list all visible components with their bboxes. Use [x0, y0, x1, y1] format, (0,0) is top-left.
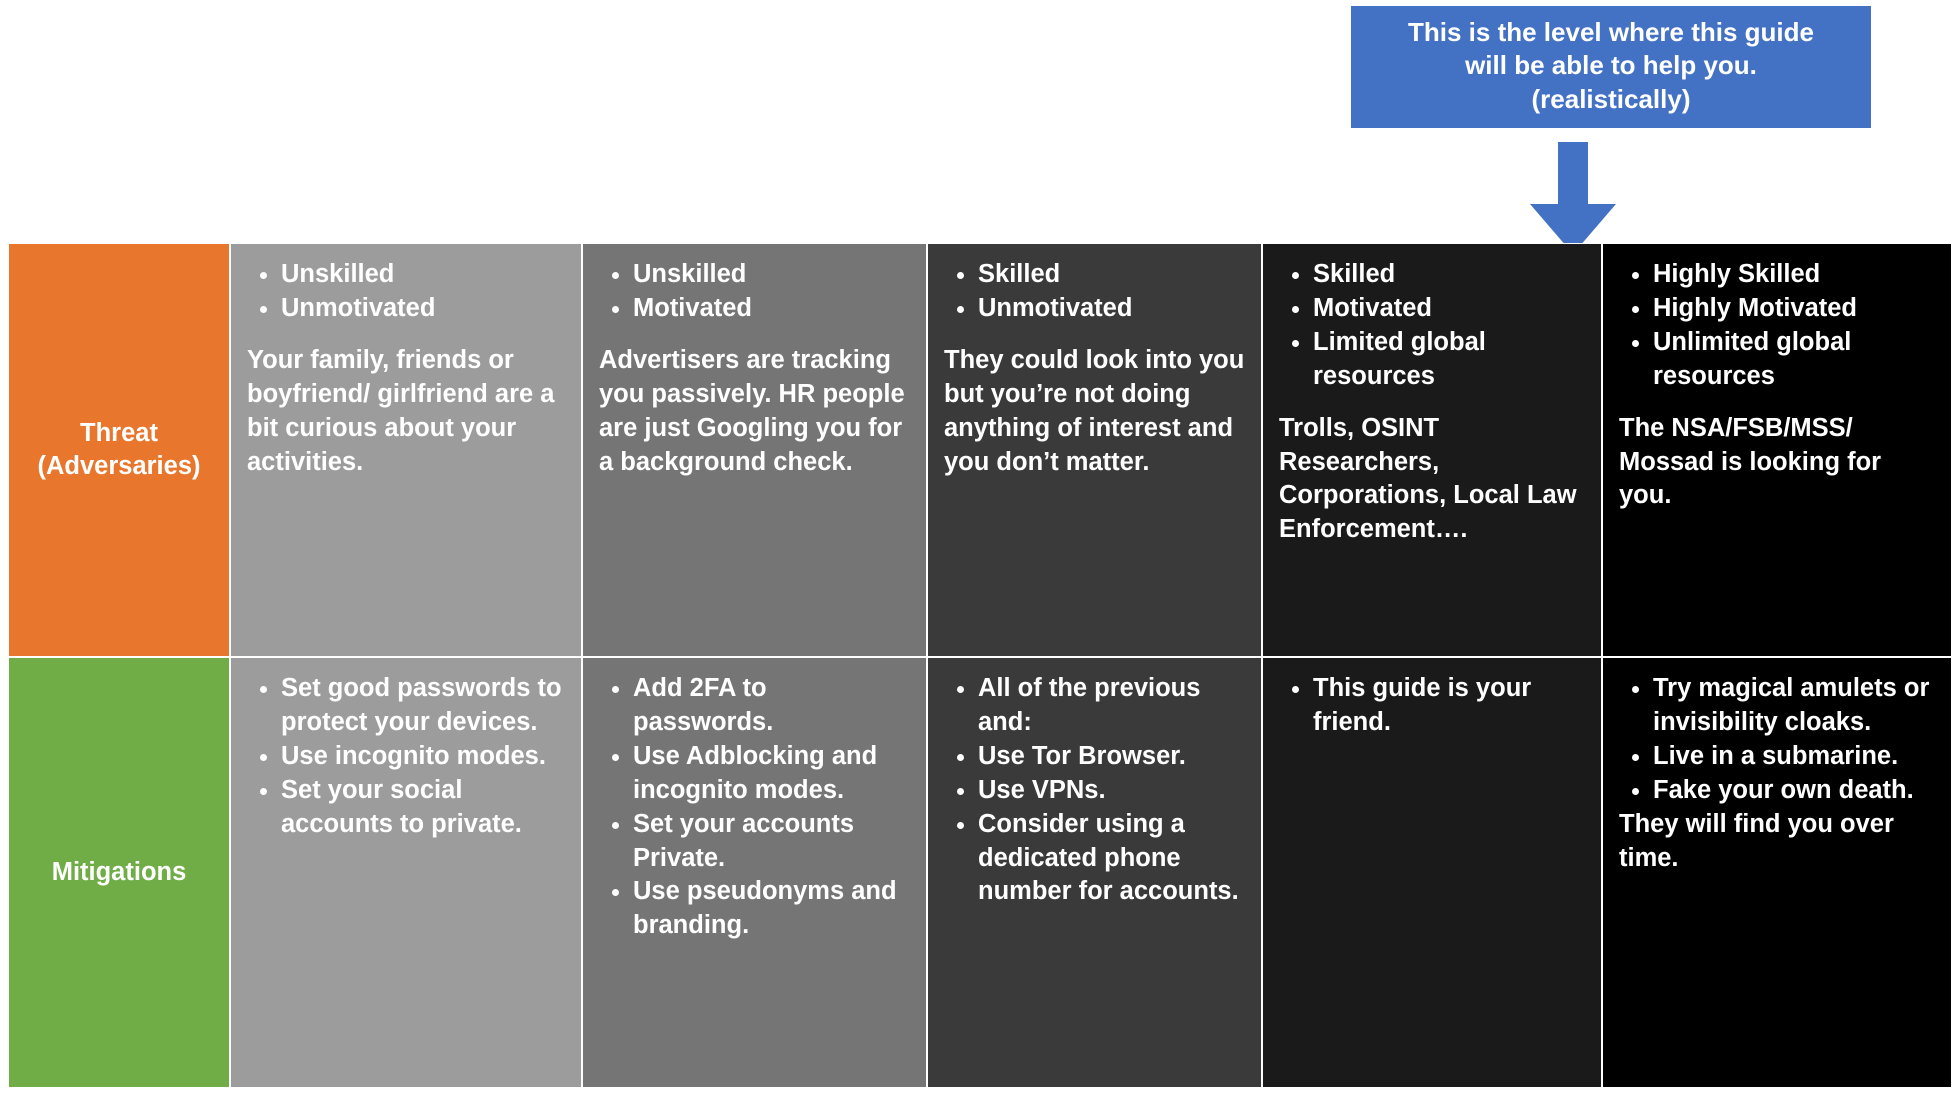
list-item: • Skilled [978, 258, 1245, 292]
list-item: • Unlimited global resources [1653, 326, 1935, 394]
threat-cell-2 [582, 243, 927, 657]
threat-cell-4-bullets [1279, 258, 1585, 394]
list-item: • Unskilled [633, 258, 910, 292]
threat-cell-2-text: Advertisers are tracking you passively. HR people are just Googling you for a background check. [599, 345, 905, 476]
threat-cell-1-bullets [247, 258, 565, 326]
threat-cell-1 [230, 243, 582, 657]
callout-line-2: will be able to help you. [1465, 50, 1757, 81]
mitigations-cell-5-text: They will find you over time. [1619, 809, 1894, 872]
threat-model-matrix [8, 243, 1952, 1088]
callout-line-3: (realistically) [1531, 83, 1691, 114]
list-item: • Set your accounts Private. [633, 808, 910, 876]
list-item: • Use pseudonyms and branding. [633, 875, 910, 943]
list-item: • Unskilled [281, 258, 565, 292]
list-item: • Unmotivated [281, 292, 565, 326]
threat-cell-3-bullets [944, 258, 1245, 326]
threat-cell-5 [1602, 243, 1952, 657]
down-arrow-icon [1530, 142, 1616, 254]
list-item: • Unmotivated [978, 292, 1245, 326]
list-item: • Try magical amulets or invisibility cloaks. [1653, 672, 1935, 740]
list-item: • Fake your own death. [1653, 774, 1935, 808]
threat-cell-4 [1262, 243, 1602, 657]
list-item: • Highly Skilled [1653, 258, 1935, 292]
list-item: • Limited global resources [1313, 326, 1585, 394]
threat-cell-2-bullets [599, 258, 910, 326]
mitigations-cell-2-bullets [599, 672, 910, 943]
list-item: • Add 2FA to passwords. [633, 672, 910, 740]
list-item: • Set good passwords to protect your devices. [281, 672, 565, 740]
mitigations-cell-2 [582, 657, 927, 1088]
threat-cell-1-text: Your family, friends or boyfriend/ girlfriend are a bit curious about your activities. [247, 345, 555, 476]
threat-cell-3-text: They could look into you but you’re not doing anything of interest and you don’t matter. [944, 345, 1245, 476]
row-header-mitigations-label: Mitigations [51, 857, 187, 886]
callout-box [1351, 6, 1871, 128]
row-header-mitigations [8, 657, 230, 1088]
mitigations-cell-4 [1262, 657, 1602, 1088]
threat-cell-5-bullets [1619, 258, 1935, 394]
mitigations-cell-1 [230, 657, 582, 1088]
mitigations-cell-3-bullets [944, 672, 1245, 909]
mitigations-cell-3 [927, 657, 1262, 1088]
mitigations-cell-5-bullets [1619, 672, 1935, 808]
threat-cell-5-text: The NSA/FSB/MSS/ Mossad is looking for you. [1619, 413, 1882, 510]
list-item: • Consider using a dedicated phone number for accounts. [978, 808, 1245, 910]
list-item: • Use VPNs. [978, 774, 1245, 808]
list-item: • Live in a submarine. [1653, 740, 1935, 774]
mitigations-cell-4-bullets [1279, 672, 1585, 740]
mitigations-cell-1-bullets [247, 672, 565, 842]
threat-cell-4-text: Trolls, OSINT Researchers, Corporations, Local Law Enforcement…. [1279, 413, 1577, 544]
callout-line-1: This is the level where this guide [1408, 17, 1814, 47]
list-item: • Motivated [1313, 292, 1585, 326]
list-item: • Use Tor Browser. [978, 740, 1245, 774]
threat-cell-3 [927, 243, 1262, 657]
list-item: • This guide is your friend. [1313, 672, 1585, 740]
row-header-threat-line1: Threat [80, 418, 158, 447]
list-item: • Set your social accounts to private. [281, 774, 565, 842]
mitigations-cell-5 [1602, 657, 1952, 1088]
list-item: • All of the previous and: [978, 672, 1245, 740]
callout-container [1351, 6, 1881, 128]
list-item: • Highly Motivated [1653, 292, 1935, 326]
list-item: • Use Adblocking and incognito modes. [633, 740, 910, 808]
list-item: • Skilled [1313, 258, 1585, 292]
list-item: • Motivated [633, 292, 910, 326]
row-header-threat [8, 243, 230, 657]
list-item: • Use incognito modes. [281, 740, 565, 774]
row-header-threat-line2: (Adversaries) [37, 452, 201, 480]
